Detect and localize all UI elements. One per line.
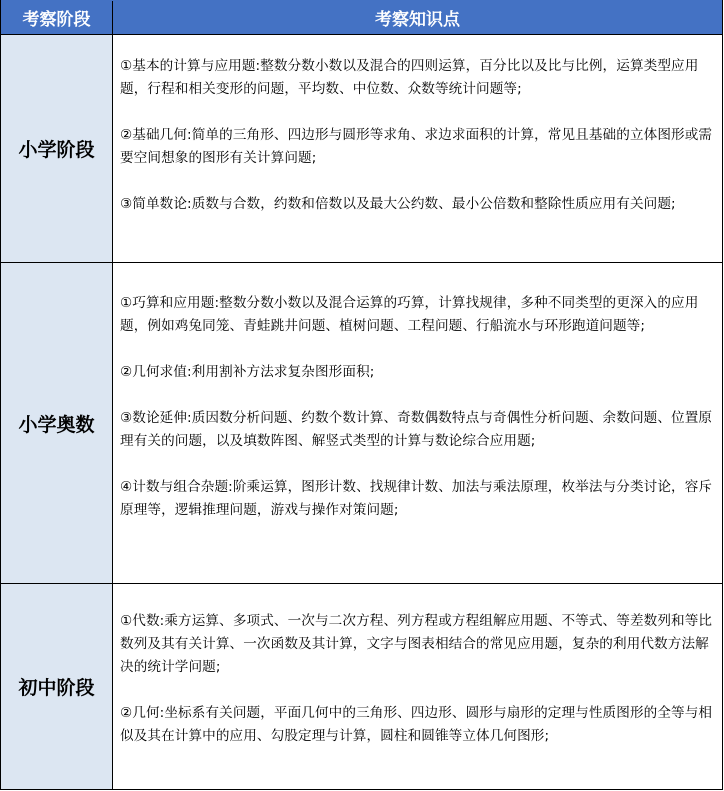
header-stage: 考察阶段 bbox=[1, 1, 113, 34]
knowledge-point: ④计数与组合杂题:阶乘运算，图形计数、找规律计数、加法与乘法原理，枚举法与分类讨论，容斥原理等，逻辑推理问题，游戏与操作对策问题; bbox=[120, 479, 713, 518]
points-olympiad bbox=[113, 263, 722, 583]
knowledge-point: ①基本的计算与应用题:整数分数小数以及混合的四则运算，百分比以及比与比例，运算类型应用题，行程和相关变形的问题，平均数、中位数、众数等统计问题等; bbox=[120, 58, 699, 97]
knowledge-point: ②几何求值:利用割补方法求复杂图形面积; bbox=[120, 364, 375, 380]
knowledge-point: ①巧算和应用题:整数分数小数以及混合运算的巧算，计算找规律，多种不同类型的更深入的应用题，例如鸡兔同笼、青蛙跳井问题、植树问题、工程问题、行船流水与环形跑道问题等; bbox=[120, 295, 699, 334]
knowledge-point: ②几何:坐标系有关问题，平面几何中的三角形、四边形、圆形与扇形的定理与性质图形的全等与相似及其在计算中的应用、勾股定理与计算，圆柱和圆锥等立体几何图形; bbox=[120, 705, 713, 744]
table-header bbox=[1, 0, 722, 35]
stage-primary: 小学阶段 bbox=[1, 35, 113, 262]
knowledge-point: ③简单数论:质数与合数，约数和倍数以及最大公约数、最小公倍数和整除性质应用有关问题; bbox=[120, 196, 676, 212]
stage-middle: 初中阶段 bbox=[1, 584, 113, 789]
knowledge-point: ①代数:乘方运算、多项式、一次与二次方程、列方程或方程组解应用题、不等式、等差数列和等比数列及其有关计算、一次函数及其计算，文字与图表相结合的常见应用题，复杂的利用代数方法解决的统计学问题; bbox=[120, 613, 713, 675]
points-middle bbox=[113, 584, 722, 789]
knowledge-point: ②基础几何:简单的三角形、四边形与圆形等求角、求边求面积的计算，常见且基础的立体图形或需要空间想象的图形有关计算问题; bbox=[120, 127, 713, 166]
knowledge-point: ③数论延伸:质因数分析问题、约数个数计算、奇数偶数特点与奇偶性分析问题、余数问题、位置原理有关的问题，以及填数阵图、解竖式类型的计算与数论综合应用题; bbox=[120, 410, 713, 449]
table-row bbox=[1, 35, 722, 263]
header-points: 考察知识点 bbox=[375, 10, 460, 30]
table-row bbox=[1, 263, 722, 584]
table-row bbox=[1, 584, 722, 789]
stage-olympiad: 小学奥数 bbox=[1, 263, 113, 583]
points-primary bbox=[113, 35, 722, 262]
